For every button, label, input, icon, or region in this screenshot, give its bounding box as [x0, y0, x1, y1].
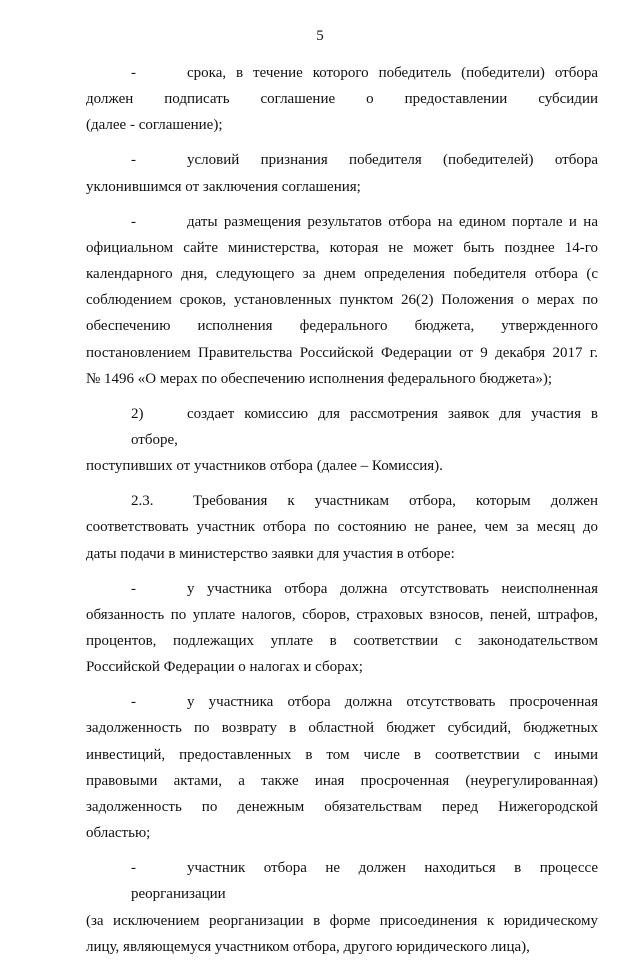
paragraph-marker: 2): [131, 405, 144, 422]
paragraph-marker: 2.3.: [131, 493, 154, 510]
paragraph-line: [86, 715, 598, 741]
line-text: Требования к участникам отбора, которым должен: [193, 493, 598, 510]
paragraph-first-line: [86, 855, 598, 907]
paragraph-first-line: [86, 576, 598, 602]
paragraph: [86, 60, 598, 139]
paragraph-marker: -: [131, 152, 136, 169]
paragraph-marker: -: [131, 213, 136, 230]
paragraph: [86, 147, 598, 199]
paragraph: [86, 488, 598, 567]
paragraph-line: [86, 794, 598, 820]
line-text: должен подписать соглашение о предоставлении субсидии: [86, 91, 598, 108]
paragraph-line: [86, 174, 598, 200]
paragraph-line: [86, 820, 598, 846]
paragraph-marker: -: [131, 65, 136, 81]
line-text: процентов, подлежащих уплате в соответствии с законодательством: [86, 633, 598, 650]
paragraph-line: [86, 742, 598, 768]
paragraph: [86, 689, 598, 846]
paragraph-line: [86, 908, 598, 934]
paragraph-line: [86, 628, 598, 654]
paragraph-line: [86, 235, 598, 261]
line-text: постановлением Правительства Российской Федерации от 9 декабря 2017 г.: [86, 344, 598, 361]
paragraph-line: [86, 261, 598, 287]
paragraph-line: [86, 366, 598, 392]
paragraph: [86, 401, 598, 480]
paragraph-first-line: [86, 689, 598, 715]
line-text: (за исключением реорганизации в форме присоединения к юридическому: [86, 912, 598, 929]
paragraph-marker: -: [131, 694, 136, 711]
paragraph-line: [86, 313, 598, 339]
paragraph: [86, 209, 598, 392]
paragraph-line: [86, 654, 598, 680]
line-text: Российской Федерации о налогах и сборах;: [86, 659, 363, 676]
paragraph: [86, 576, 598, 681]
document-body: [86, 60, 598, 960]
paragraph-line: [86, 112, 598, 138]
line-text: инвестиций, предоставленных в том числе в соответствии с иными: [86, 746, 598, 763]
line-text: задолженность по денежным обязательствам перед Нижегородской: [86, 799, 598, 816]
line-text: условий признания победителя (победителей) отбора: [187, 152, 598, 169]
paragraph-line: [86, 541, 598, 567]
line-text: создает комиссию для рассмотрения заявок для участия в отборе,: [131, 405, 598, 449]
line-text: поступивших от участников отбора (далее – Комиссия).: [86, 458, 443, 475]
line-text: уклонившимся от заключения соглашения;: [86, 178, 361, 195]
line-text: соответствовать участник отбора по состоянию не ранее, чем за месяц до: [86, 519, 598, 536]
line-text: у участника отбора должна отсутствовать просроченная: [187, 694, 598, 711]
line-text: даты подачи в министерство заявки для участия в отборе:: [86, 545, 455, 562]
page-number: 5: [316, 28, 324, 44]
line-text: обеспечению исполнения федерального бюджета, утвержденного: [86, 318, 598, 335]
line-text: календарного дня, следующего за днем определения победителя отбора (с: [86, 266, 598, 283]
paragraph-line: [86, 86, 598, 112]
paragraph-marker: -: [131, 580, 136, 597]
line-text: (далее - соглашение);: [86, 117, 223, 134]
paragraph-first-line: [86, 60, 598, 86]
paragraph: [86, 855, 598, 960]
paragraph-line: [86, 453, 598, 479]
line-text: задолженность по возврату в областной бюджет субсидий, бюджетных: [86, 720, 598, 737]
paragraph-line: [86, 602, 598, 628]
paragraph-line: [86, 287, 598, 313]
paragraph-line: [86, 514, 598, 540]
line-text: у участника отбора должна отсутствовать неисполненная: [187, 580, 598, 597]
line-text: даты размещения результатов отбора на едином портале и на: [187, 213, 598, 230]
line-text: лицу, являющемуся участником отбора, другого юридического лица),: [86, 938, 530, 955]
paragraph-line: [86, 340, 598, 366]
line-text: областью;: [86, 825, 151, 842]
paragraph-line: [86, 934, 598, 960]
paragraph-marker: -: [131, 860, 136, 877]
line-text: правовыми актами, а также иная просроченная (неурегулированная): [86, 772, 598, 789]
line-text: срока, в течение которого победитель (победители) отбора: [187, 65, 598, 81]
line-text: № 1496 «О мерах по обеспечению исполнения федерального бюджета»);: [86, 370, 552, 387]
line-text: соблюдением сроков, установленных пунктом 26(2) Положения о мерах по: [86, 292, 598, 309]
paragraph-line: [86, 768, 598, 794]
line-text: участник отбора не должен находиться в процессе реорганизации: [131, 860, 598, 903]
paragraph-first-line: [86, 488, 598, 514]
line-text: официальном сайте министерства, которая не может быть позднее 14-го: [86, 239, 598, 256]
paragraph-first-line: [86, 147, 598, 173]
line-text: обязанность по уплате налогов, сборов, страховых взносов, пеней, штрафов,: [86, 606, 598, 623]
paragraph-first-line: [86, 401, 598, 453]
paragraph-first-line: [86, 209, 598, 235]
